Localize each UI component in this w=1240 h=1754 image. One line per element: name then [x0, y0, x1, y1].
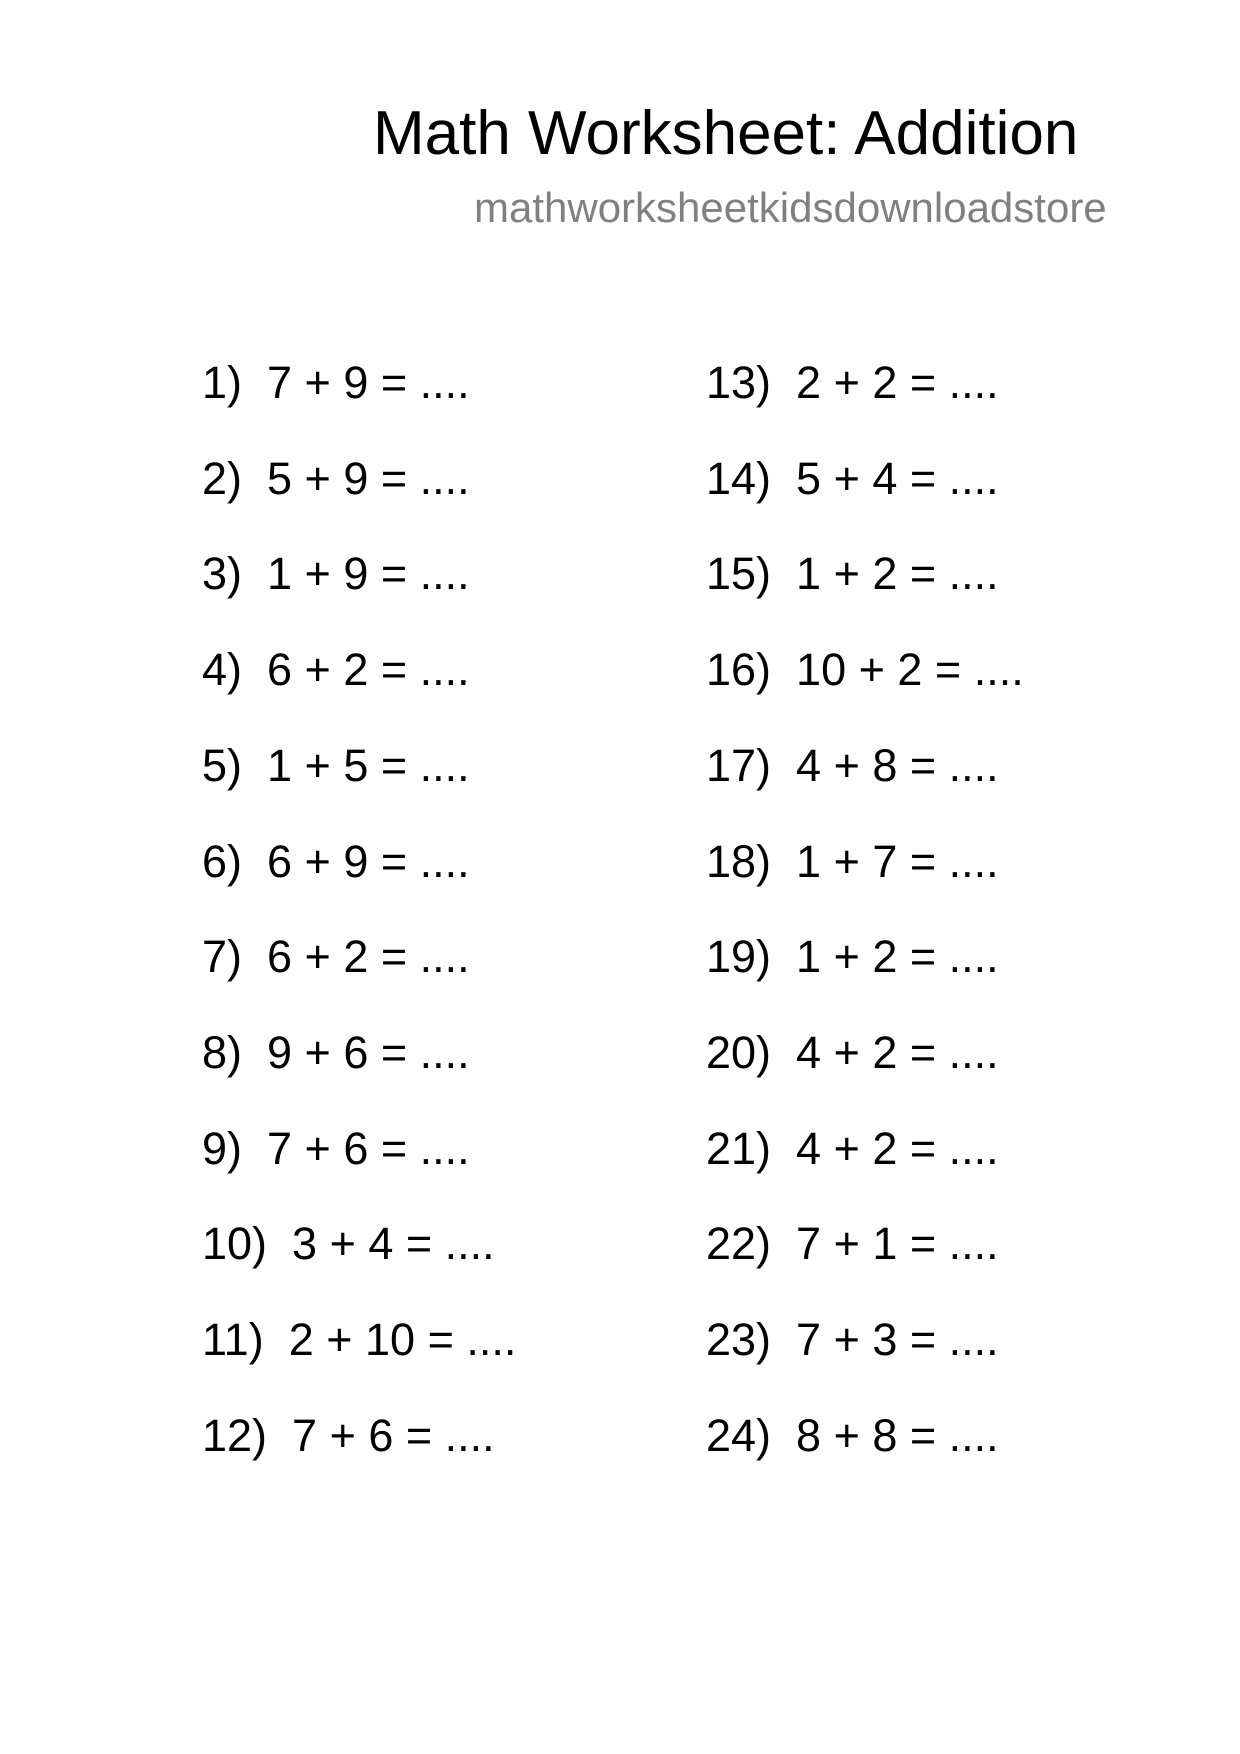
- problem-item: 9) 7 + 6 = ....: [202, 1122, 470, 1174]
- problem-item: 12) 7 + 6 = ....: [202, 1409, 495, 1461]
- problem-item: 20) 4 + 2 = ....: [706, 1026, 999, 1078]
- problem-item: 24) 8 + 8 = ....: [706, 1409, 999, 1461]
- problem-item: 16) 10 + 2 = ....: [706, 644, 1024, 696]
- problem-item: 6) 6 + 9 = ....: [202, 835, 470, 887]
- problem-item: 1) 7 + 9 = ....: [202, 357, 470, 408]
- problem-item: 21) 4 + 2 = ....: [706, 1122, 999, 1174]
- problem-item: 4) 6 + 2 = ....: [202, 644, 470, 696]
- problem-item: 3) 1 + 9 = ....: [202, 548, 470, 600]
- problem-item: 2) 5 + 9 = ....: [202, 452, 470, 504]
- problem-item: 8) 9 + 6 = ....: [202, 1026, 470, 1078]
- worksheet-subtitle: mathworksheetkidsdownloadstore: [474, 184, 1107, 231]
- problem-item: 14) 5 + 4 = ....: [706, 452, 999, 504]
- problem-item: 11) 2 + 10 = ....: [202, 1314, 517, 1365]
- problem-item: 13) 2 + 2 = ....: [706, 357, 999, 408]
- problem-item: 5) 1 + 5 = ....: [202, 739, 470, 791]
- problem-item: 7) 6 + 2 = ....: [202, 931, 470, 983]
- problem-item: 17) 4 + 8 = ....: [706, 739, 999, 791]
- worksheet-title: Math Worksheet: Addition: [373, 99, 1079, 168]
- problem-item: 10) 3 + 4 = ....: [202, 1218, 495, 1270]
- problem-item: 19) 1 + 2 = ....: [706, 931, 999, 983]
- problem-item: 18) 1 + 7 = ....: [706, 835, 999, 887]
- problem-item: 22) 7 + 1 = ....: [706, 1218, 999, 1270]
- problem-item: 23) 7 + 3 = ....: [706, 1314, 999, 1365]
- problem-item: 15) 1 + 2 = ....: [706, 548, 999, 600]
